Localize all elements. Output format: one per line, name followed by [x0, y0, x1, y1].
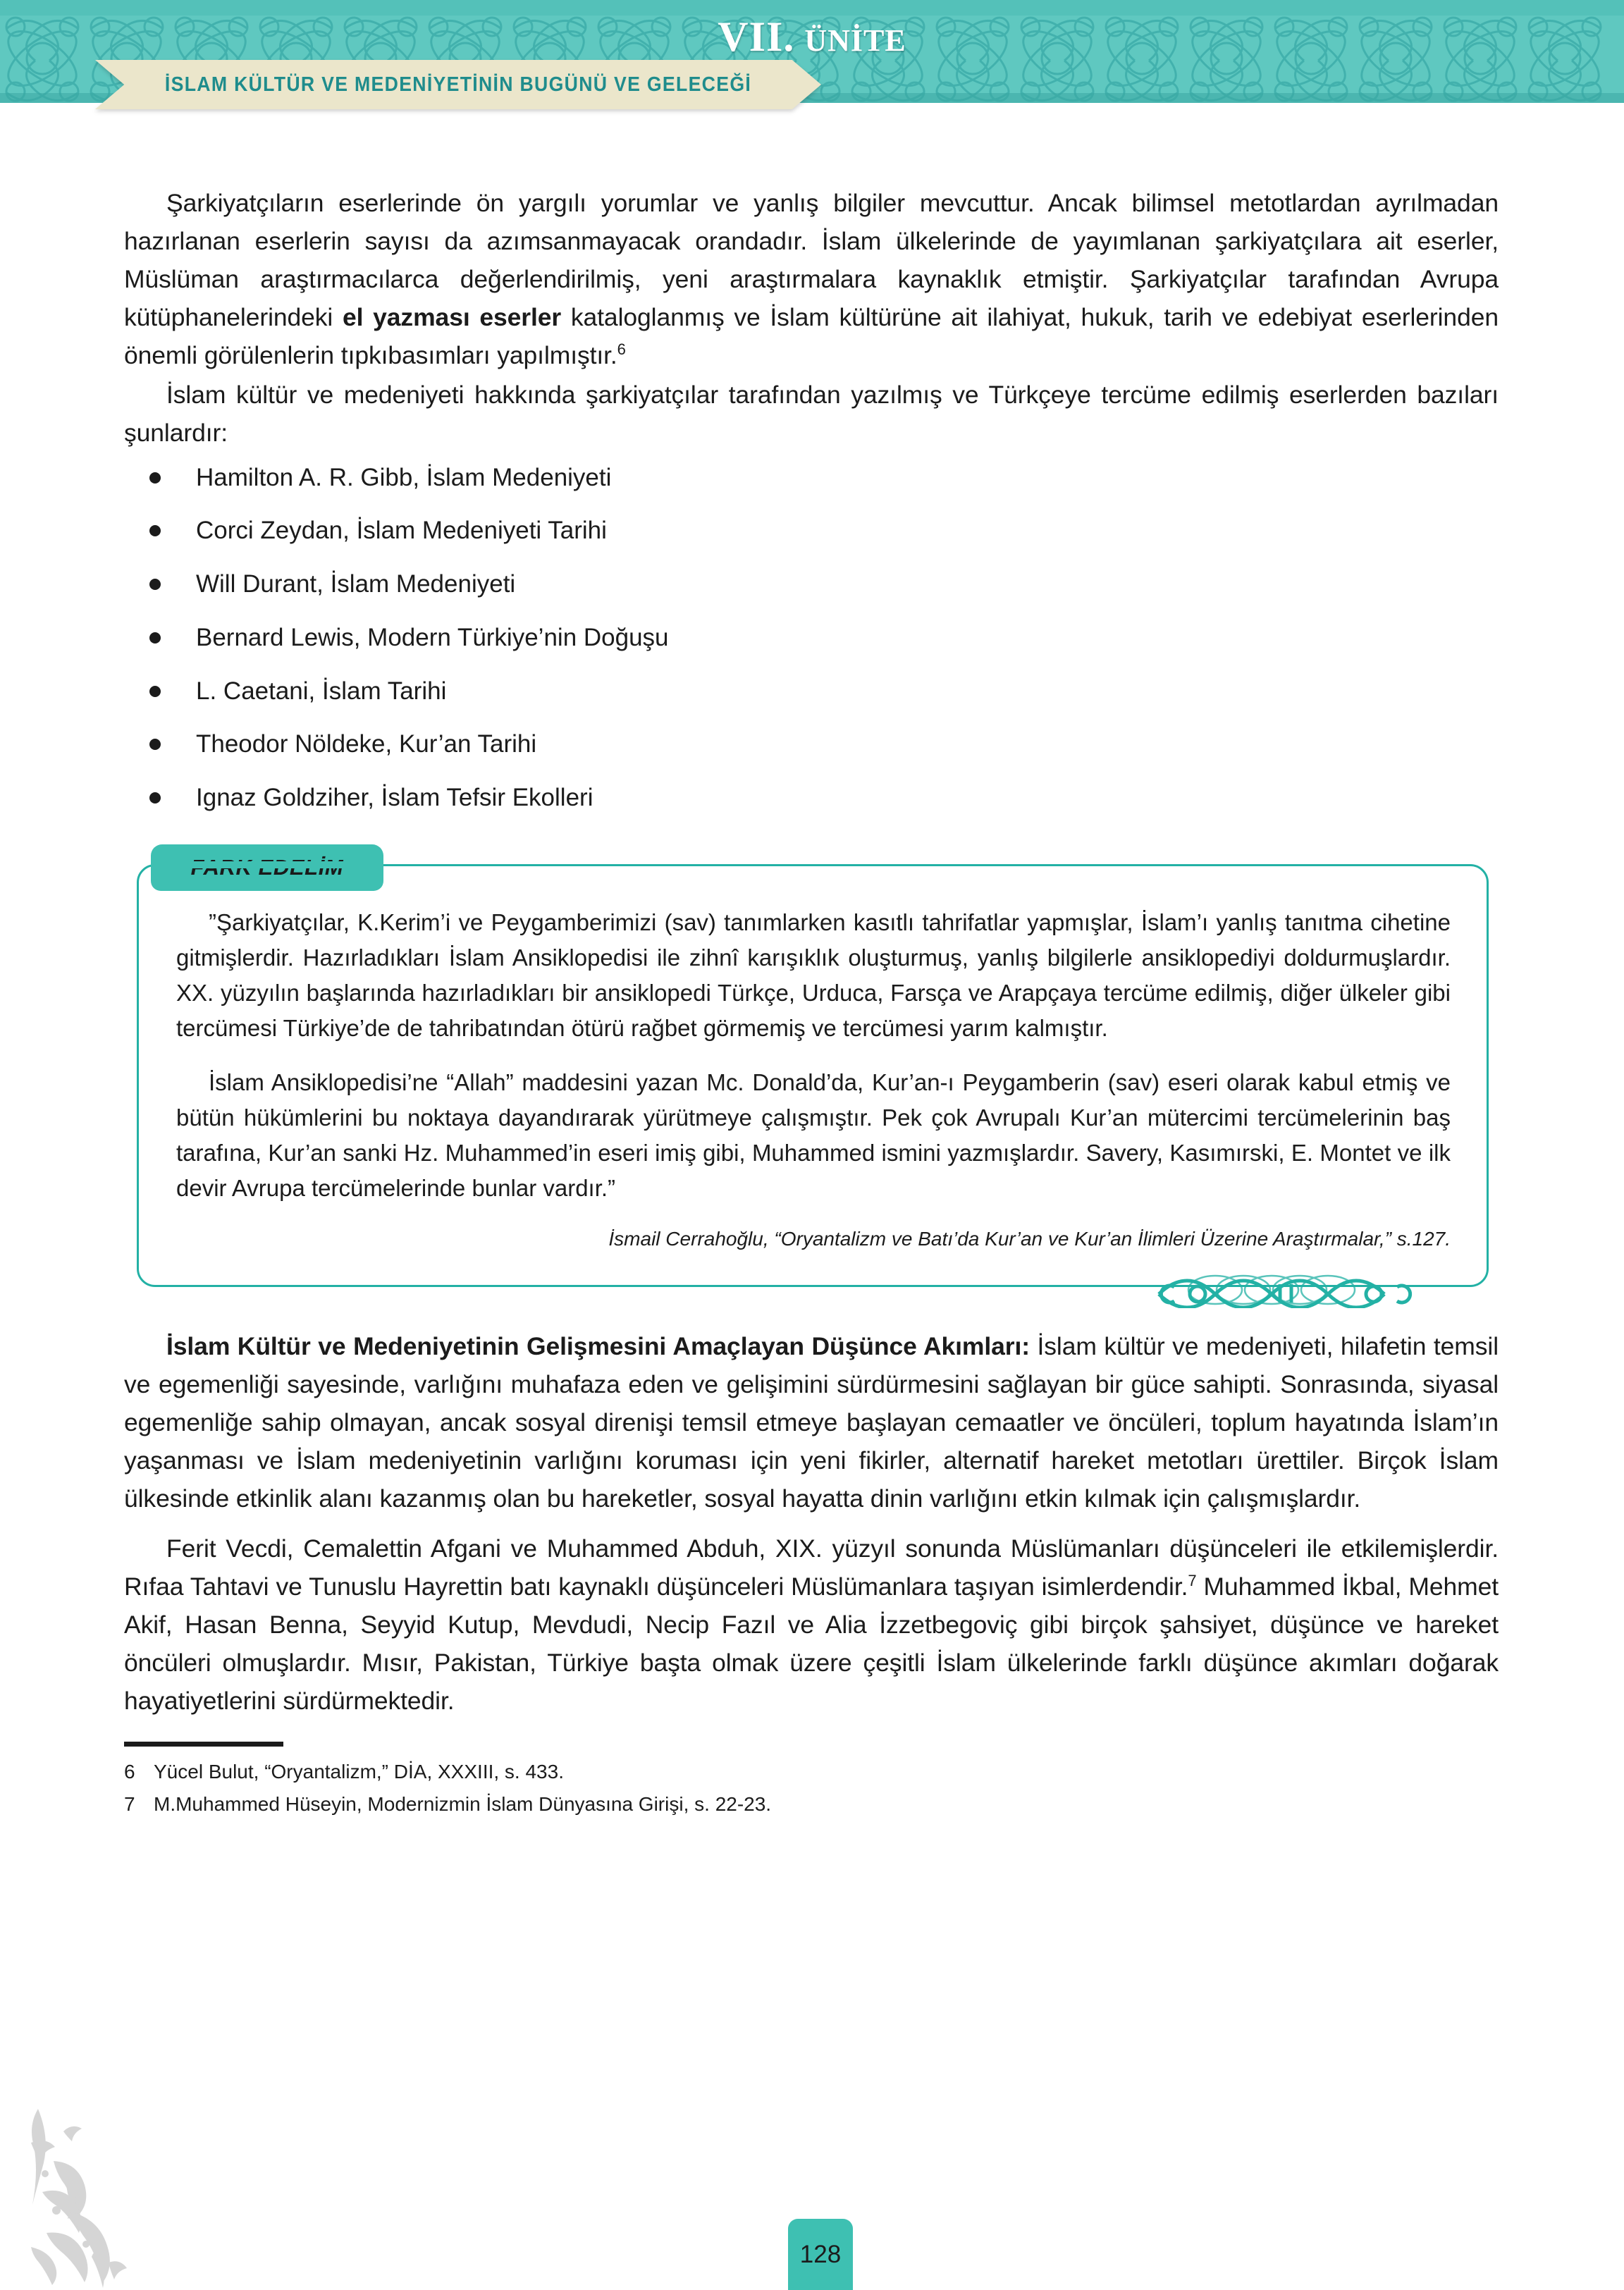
page-content	[124, 185, 1499, 1822]
list-item-label: L. Caetani, İslam Tarihi	[196, 677, 447, 705]
footnote-number: 6	[124, 1761, 135, 1783]
quote-paragraph-2: İslam Ansiklopedisi’ne “Allah” maddesini yazan Mc. Donald’da, Kur’an-ı Peygamberin (sav) eseri olarak kabul etmiş ve bütün hükümlerini bu noktaya dayandırarak yürütmeye çalışmıştır. Pek çok Avrupalı Kur’an mütercimi tercümelerinin baş tarafına, Kur’an sanki Hz. Muhammed’in eseri imiş gibi, Muhammed ismini yazmışlardır. Savery, Kasımırski, E. Montet ve ilk devir Avrupa tercümelerinde bunlar vardır.”	[176, 1069, 1451, 1202]
unit-roman-numeral: VII.	[718, 13, 795, 60]
fark-edelim-tab-mask	[152, 861, 382, 868]
quote-citation: İsmail Cerrahoğlu, “Oryantalizm ve Batı’da Kur’an ve Kur’an İlimleri Üzerine Araştırmalar,” s.127.	[608, 1228, 1451, 1250]
list-item-label: Hamilton A. R. Gibb, İslam Medeniyeti	[196, 463, 612, 491]
fark-edelim-box	[137, 844, 1489, 1287]
unit-word-label: ÜNİTE	[804, 23, 906, 58]
list-item	[124, 676, 1499, 707]
paragraph-4-part-a: Ferit Vecdi, Cemalettin Afgani ve Muhammed Abduh, XIX. yüzyıl sonunda Müslümanları düşünceleri ile etkilemişlerdir. Rıfaa Tahtavi ve Tunuslu Hayrettin batı kaynaklı düşünceleri Müslümanlara taşıyan isimlerdendir.	[124, 1534, 1499, 1601]
page-number-badge: 128	[788, 2219, 853, 2290]
list-item	[124, 729, 1499, 760]
bullet-icon	[149, 686, 161, 697]
paragraph-3	[124, 1328, 1499, 1518]
page-header	[0, 0, 1624, 121]
footnote-number: 7	[124, 1792, 135, 1815]
unit-title-text: İSLAM KÜLTÜR VE MEDENİYETİNİN BUGÜNÜ VE GELECEĞİ	[164, 73, 752, 96]
paragraph-4-part-b: Muhammed İkbal, Mehmet Akif, Hasan Benna, Seyyid Kutup, Mevdudi, Necip Fazıl ve Alia İzzetbegoviç gibi birçok şahsiyet, düşünce ve hareket öncüleri olmuşlardır. Mısır, Pakistan, Türkiye başta olmak üzere çeşitli İslam ülkelerinde farklı düşünce akımları doğarak hayatiyetlerini sürdürmektedir.	[124, 1572, 1499, 1716]
unit-number	[0, 13, 1624, 61]
fark-edelim-content	[137, 844, 1489, 1287]
list-item	[124, 569, 1499, 600]
footnote-separator-rule	[124, 1742, 283, 1747]
paragraph-1	[124, 185, 1499, 375]
paragraph-1-bold-phrase: el yazması eserler	[342, 302, 562, 331]
bullet-icon	[149, 579, 161, 590]
list-item-label: Bernard Lewis, Modern Türkiye’nin Doğuşu	[196, 623, 669, 651]
paragraph-4	[124, 1530, 1499, 1720]
paragraph-1-part-a: Şarkiyatçıların eserlerinde ön yargılı yorumlar ve yanlış bilgiler mevcuttur. Ancak bilimsel metotlardan ayrılmadan hazırlanan eserlerin sayısı da azımsanmayacak orandadır. İslam ülkelerinde de yayımlanan şarkiyatçılara ait eserler, Müslüman araştırmacılarca değerlendirilmiş, yeni araştırmalara kaynaklık etmiştir. Şarkiyatçılar tarafından Avrupa kütüphanelerindeki	[124, 189, 1499, 331]
section-heading: İslam Kültür ve Medeniyetinin Gelişmesini Amaçlayan Düşünce Akımları:	[166, 1331, 1030, 1360]
unit-title-ribbon	[95, 60, 821, 109]
list-item-label: Corci Zeydan, İslam Medeniyeti Tarihi	[196, 517, 607, 545]
list-item-label: Will Durant, İslam Medeniyeti	[196, 570, 516, 598]
paragraph-3-body: İslam kültür ve medeniyeti, hilafetin temsil ve egemenliği sayesinde, varlığını muhafaza eden ve gelişimini sürdürmesini sağlayan bir güce sahipti. Sonrasında, siyasal egemenliğe sahip olmayan, ancak sosyal direnişi temsil etmeye başlayan cemaatler ve öncüleri, toplum hayatında İslam’ın yaşanması ve İslam medeniyetinin varlığını koruması için yeni fikirler, alternatif hareket metotları ürettiler. Birçok İslam ülkesinde etkinlik alanı kazanmış olan bu hareketler, sosyal hayatta dinin varlığını etkin kılmak için çalışmışlardır.	[124, 1331, 1499, 1513]
corner-flourish-icon	[25, 2106, 223, 2290]
paragraph-1-part-b: kataloglanmış ve İslam kültürüne ait ilahiyat, hukuk, tarih ve edebiyat eserlerinden önemli görülenlerin tıpkıbasımları yapılmıştır.	[124, 302, 1499, 369]
bullet-icon	[149, 632, 161, 644]
footnote-entry	[124, 1758, 1499, 1787]
bullet-icon	[149, 792, 161, 804]
footnotes-section	[124, 1742, 1499, 1818]
bullet-icon	[149, 472, 161, 484]
footnote-entry	[124, 1790, 1499, 1819]
list-item-label: Theodor Nöldeke, Kur’an Tarihi	[196, 730, 537, 758]
footnote-text: M.Muhammed Hüseyin, Modernizmin İslam Dünyasına Girişi, s. 22-23.	[154, 1792, 772, 1815]
list-item-label: Ignaz Goldziher, İslam Tefsir Ekolleri	[196, 784, 593, 812]
quote-paragraph-1: ”Şarkiyatçılar, K.Kerim’i ve Peygamberimizi (sav) tanımlarken kasıtlı tahrifatlar yapmışlar, İslam’ı yanlış tanıtma cihetine gitmişlerdir. Hazırladıkları İslam Ansiklopedisi ile zihnî karışıklık oluşturmuş, yanlış bilgilerle ansiklopediyi doldurmuşlardır. XX. yüzyılın başlarında hazırladıkları bir ansiklopedi Türkçe, Urduca, Farsça ve Arapçaya tercüme edilmiş, diğer ülkeler gibi tercümesi Türkiye’de de tahribatından ötürü rağbet görmemiş ve tercümesi yarım kalmıştır.	[176, 909, 1451, 1042]
footnote-ref-7: 7	[1188, 1572, 1197, 1590]
box-ornament-icon	[1138, 1264, 1434, 1308]
list-item	[124, 462, 1499, 493]
bullet-icon	[149, 739, 161, 750]
list-item	[124, 622, 1499, 653]
list-item	[124, 515, 1499, 546]
footnote-ref-6: 6	[617, 340, 626, 358]
paragraph-2: İslam kültür ve medeniyeti hakkında şarkiyatçılar tarafından yazılmış ve Türkçeye tercüme edilmiş eserlerden bazıları şunlardır:	[124, 380, 1499, 447]
footnote-text: Yücel Bulut, “Oryantalizm,” DİA, XXXIII, s. 433.	[154, 1761, 564, 1783]
list-item	[124, 782, 1499, 813]
translated-works-list	[124, 462, 1499, 813]
bullet-icon	[149, 525, 161, 536]
